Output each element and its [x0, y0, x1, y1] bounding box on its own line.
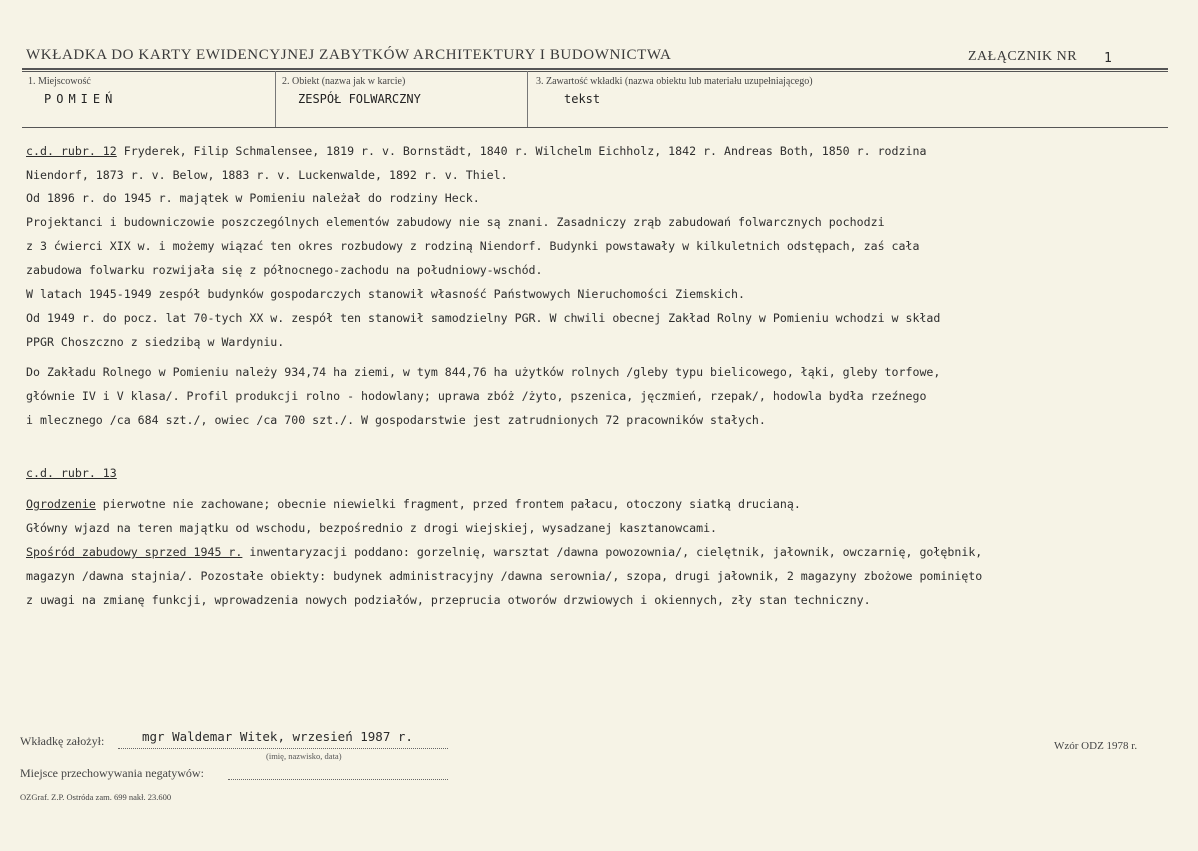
section13-heading: c.d. rubr. 13 [26, 466, 117, 480]
locality-value: POMIEŃ [44, 92, 118, 106]
annex-number: 1 [1104, 51, 1112, 66]
insert-content-label: 3. Zawartość wkładki (nazwa obiektu lub materiału uzupełniającego) [536, 76, 813, 87]
section12-line-5: z 3 ćwierci XIX w. i możemy wiązać ten okres rozbudowy z rodziną Niendorf. Budynki powstawały w kilkuletnich odstępach, zaś cała [26, 239, 920, 253]
document-title: WKŁADKA DO KARTY EWIDENCYJNEJ ZABYTKÓW ARCHITEKTURY I BUDOWNICTWA [26, 47, 672, 63]
header-rule-top [22, 68, 1168, 70]
author-label: Wkładkę założył: [20, 734, 105, 748]
section13-line-4: magazyn /dawna stajnia/. Pozostałe obiekty: budynek administracyjny /dawna serownia/, szopa, drugi jałownik, 2 magazyny zbożowe pominięto [26, 569, 983, 583]
section13-line-1: Ogrodzenie pierwotne nie zachowane; obecnie niewielki fragment, przed frontem pałacu, otoczony siatką drucianą. [26, 497, 801, 511]
object-value: ZESPÓŁ FOLWARCZNY [298, 92, 421, 106]
section12-line-12: i mlecznego /ca 684 szt./, owiec /ca 700 szt./. W gospodarstwie jest zatrudnionych 72 pracowników stałych. [26, 413, 766, 427]
form-pattern: Wzór ODZ 1978 r. [1054, 740, 1138, 752]
fence-heading: Ogrodzenie [26, 497, 96, 511]
section12-line-8: Od 1949 r. do pocz. lat 70-tych XX w. zespół ten stanowił samodzielny PGR. W chwili obecnej Zakład Rolny w Pomieniu wchodzi w skład [26, 311, 941, 325]
header-rule-top-thin [22, 71, 1168, 72]
section12-line-3: Od 1896 r. do 1945 r. majątek w Pomieniu należał do rodziny Heck. [26, 191, 480, 205]
section12-line-4: Projektanci i budowniczowie poszczególnych elementów zabudowy nie są znani. Zasadniczy zrąb zabudowań folwarcznych pochodzi [26, 215, 885, 229]
section12-line-9: PPGR Choszczno z siedzibą w Wardyniu. [26, 335, 285, 349]
section12-line-10: Do Zakładu Rolnego w Pomieniu należy 934,74 ha ziemi, w tym 844,76 ha użytków rolnych /gleby typu bielicowego, łąki, gleby torfowe, [26, 365, 941, 379]
printer-info: OZGraf. Z.P. Ostróda zam. 699 nakł. 23.600 [20, 792, 172, 802]
section12-heading: c.d. rubr. 12 [26, 144, 117, 158]
section12-line-2: Niendorf, 1873 r. v. Below, 1883 r. v. Luckenwalde, 1892 r. v. Thiel. [26, 168, 508, 182]
negatives-label: Miejsce przechowywania negatywów: [20, 766, 204, 780]
section12-line-1: c.d. rubr. 12 Fryderek, Filip Schmalensee, 1819 r. v. Bornstädt, 1840 r. Wilchelm Eichholz, 1842 r. Andreas Both, 1850 r. rodzina [26, 144, 927, 158]
author-caption: (imię, nazwisko, data) [266, 751, 342, 761]
header-rule-bottom [22, 127, 1168, 128]
section12-line-11: głównie IV i V klasa/. Profil produkcji rolno - hodowlany; uprawa zbóż /żyto, pszenica, jęczmień, rzepak/, hodowla bydła rzeźnego [26, 389, 927, 403]
author-value: mgr Waldemar Witek, wrzesień 1987 r. [142, 729, 413, 744]
section13-line-5: z uwagi na zmianę funkcji, wprowadzenia nowych podziałów, przeprucia otworów drzwiowych i okiennych, zły stan techniczny. [26, 593, 871, 607]
section13-line-3: Spośród zabudowy sprzed 1945 r. inwentaryzacji poddano: gorzelnię, warsztat /dawna powozownia/, cielętnik, jałownik, owczarnię, gołębnik, [26, 545, 983, 559]
section13-line-2: Główny wjazd na teren majątku od wschodu, bezpośrednio z drogi wiejskiej, wysadzanej kasztanowcami. [26, 521, 718, 535]
insert-content-value: tekst [564, 92, 601, 106]
author-dotted-line [118, 748, 448, 749]
buildings-heading: Spośród zabudowy sprzed 1945 r. [26, 545, 243, 559]
object-label: 2. Obiekt (nazwa jak w karcie) [282, 76, 406, 87]
section12-line-6: zabudowa folwarku rozwijała się z północnego-zachodu na południowy-wschód. [26, 263, 543, 277]
section12-line-7: W latach 1945-1949 zespół budynków gospodarczych stanowił własność Państwowych Nieruchomości Ziemskich. [26, 287, 745, 301]
negatives-dotted-line [228, 779, 448, 780]
locality-label: 1. Miejscowość [28, 76, 91, 87]
cell-divider-2 [527, 71, 528, 127]
annex-label: ZAŁĄCZNIK NR [968, 49, 1078, 64]
cell-divider-1 [275, 71, 276, 127]
